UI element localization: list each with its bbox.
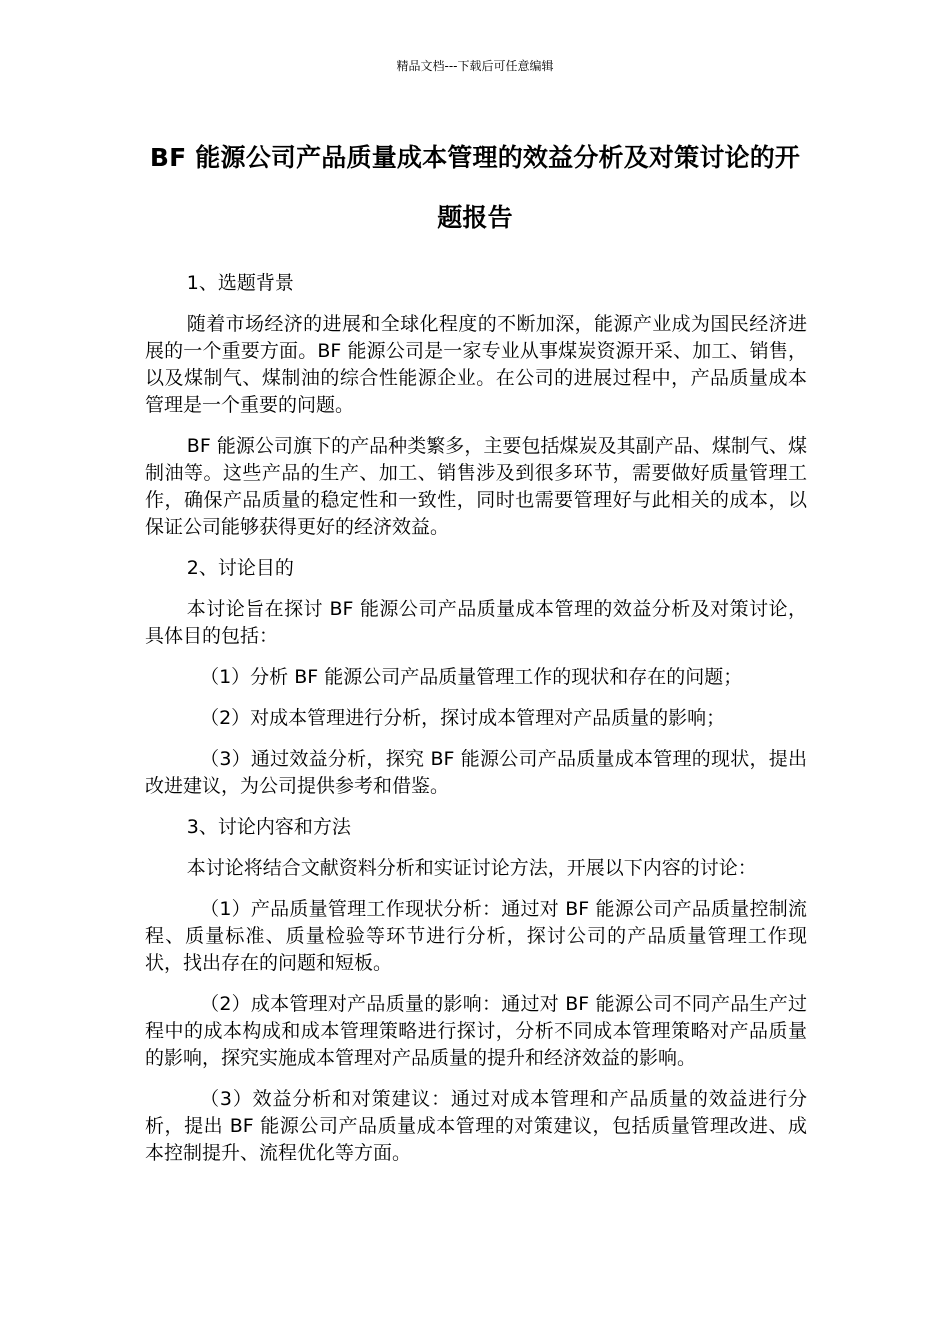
page-header: 精品文档---下载后可任意编辑 bbox=[396, 59, 554, 73]
document-body bbox=[145, 270, 807, 1181]
list-item: （2）成本管理对产品质量的影响：通过对 BF 能源公司不同产品生产过程中的成本构成和成本管理策略进行探讨，分析不同成本管理策略对产品质量的影响，探究实施成本管理对产品质量的提升和经济效益的影响。 bbox=[145, 993, 807, 1069]
section-heading: 3、讨论内容和方法 bbox=[186, 816, 351, 838]
list-item: （2）对成本管理进行分析，探讨成本管理对产品质量的影响； bbox=[200, 707, 726, 729]
paragraph: 本讨论旨在探讨 BF 能源公司产品质量成本管理的效益分析及对策讨论，具体目的包括： bbox=[145, 598, 807, 647]
list-item: （1）产品质量管理工作现状分析：通过对 BF 能源公司产品质量控制流程、质量标准、质量检验等环节进行分析，探讨公司的产品质量管理工作现状，找出存在的问题和短板。 bbox=[145, 898, 807, 974]
list-item: （1）分析 BF 能源公司产品质量管理工作的现状和存在的问题； bbox=[200, 666, 743, 688]
list-item: （3）效益分析和对策建议：通过对成本管理和产品质量的效益进行分析，提出 BF 能源公司产品质量成本管理的对策建议，包括质量管理改进、成本控制提升、流程优化等方面。 bbox=[145, 1088, 807, 1164]
paragraph: 本讨论将结合文献资料分析和实证讨论方法，开展以下内容的讨论： bbox=[186, 857, 757, 879]
section-heading: 1、选题背景 bbox=[186, 272, 294, 294]
section-heading: 2、讨论目的 bbox=[186, 557, 294, 579]
paragraph: 随着市场经济的进展和全球化程度的不断加深，能源产业成为国民经济进展的一个重要方面。BF 能源公司是一家专业从事煤炭资源开采、加工、销售，以及煤制气、煤制油的综合性能源企业。在公司的进展过程中，产品质量成本管理是一个重要的问题。 bbox=[145, 313, 807, 416]
list-item: （3）通过效益分析，探究 BF 能源公司产品质量成本管理的现状，提出改进建议，为公司提供参考和借鉴。 bbox=[145, 748, 807, 797]
paragraph: BF 能源公司旗下的产品种类繁多，主要包括煤炭及其副产品、煤制气、煤制油等。这些产品的生产、加工、销售涉及到很多环节，需要做好质量管理工作，确保产品质量的稳定性和一致性，同时也需要管理好与此相关的成本，以保证公司能够获得更好的经济效益。 bbox=[145, 435, 807, 538]
document-title: BF 能源公司产品质量成本管理的效益分析及对策讨论的开题报告 bbox=[149, 143, 801, 232]
